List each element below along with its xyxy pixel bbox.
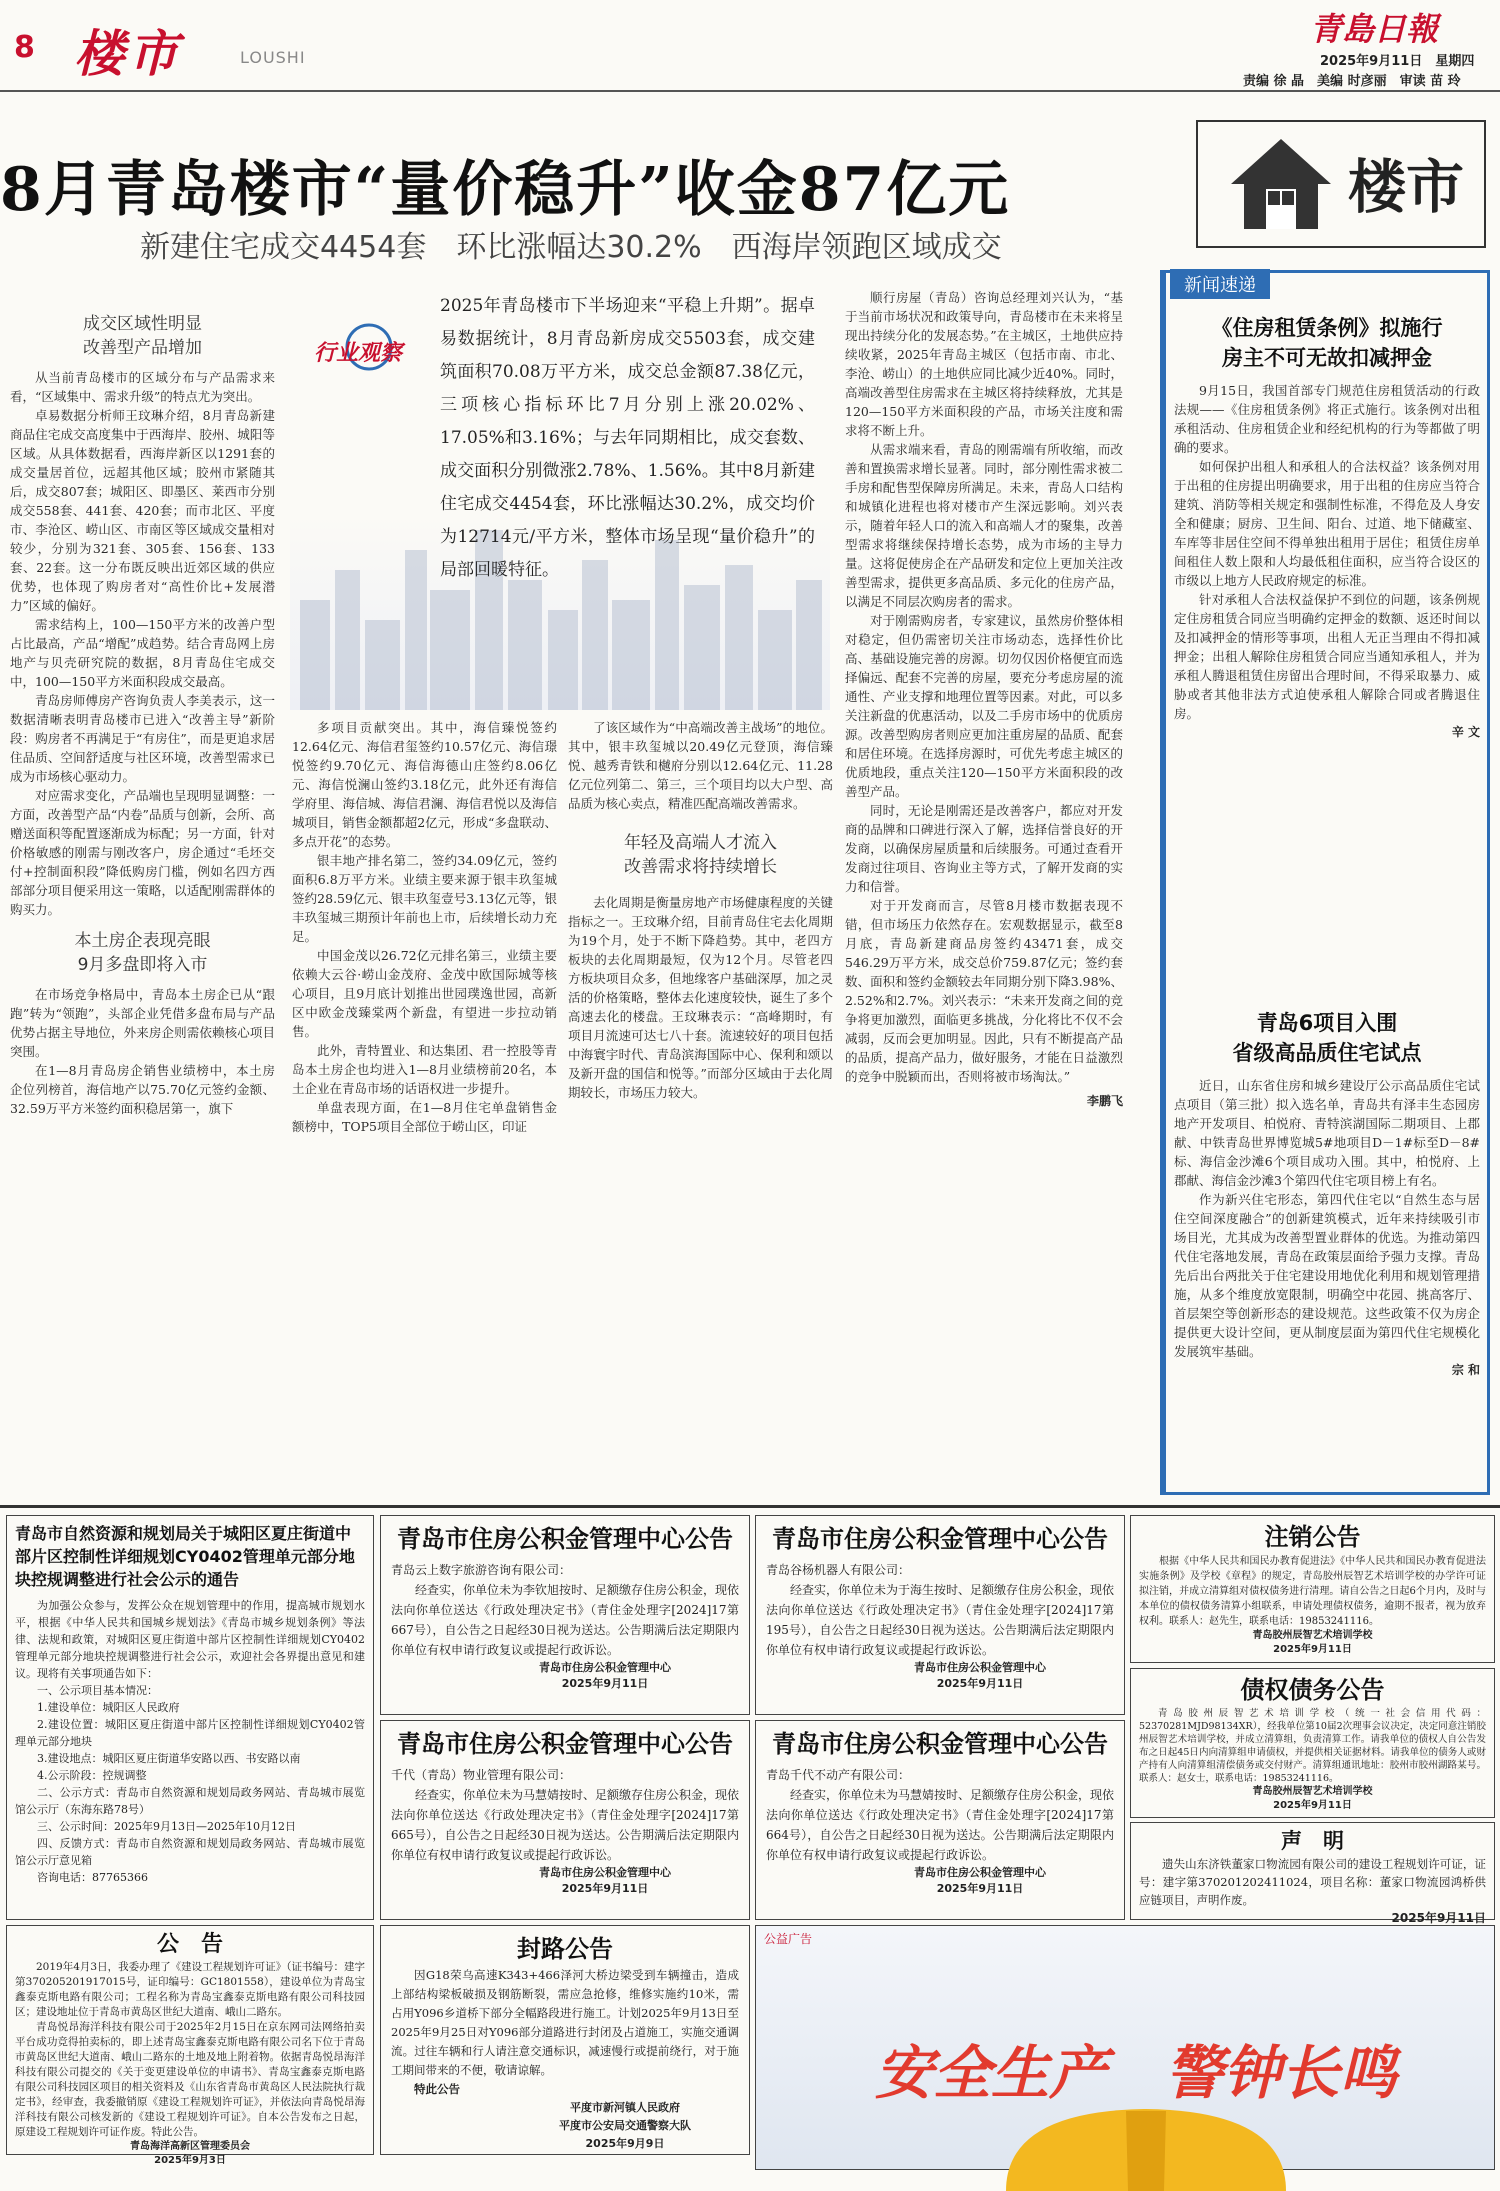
fund-notice-3 (380, 1720, 750, 1920)
statement-notice-body: 遗失山东济铁董家口物流园有限公司的建设工程规划许可证，证号：建字第370201202411024，项目名称：董家口物流园鸿桥供应链项目，声明作废。 (1139, 1857, 1486, 1907)
news1-paragraph: 如何保护出租人和承租人的合法权益？该条例对用于出租的住房提出明确要求，用于出租的住房应当符合建筑、消防等相关规定和强制性标准，不得危及人身安全和健康；厨房、卫生间、阳台、过道、地下储藏室、车库等非居住空间不得单独出租用于居住；租赁住房单间租住人数上限和人均最低租住面积，应当符合设区的市级以上地方人民政府规定的标准。 (1174, 459, 1480, 588)
article-author: 李鹏飞 (1086, 1094, 1123, 1108)
fund-notice-org: 青岛千代不动产有限公司： (766, 1768, 911, 1782)
road-closure-signature: 平度市新河镇人民政府 平度市公安局交通警察大队 2025年9月9日 (559, 2101, 691, 2150)
subheadline: 新建住宅成交4454套 环比涨幅达30.2% 西海岸领跑区域成交 (140, 230, 1002, 265)
road-closure-special: 特此公告 (414, 2082, 460, 2096)
fund-notice-body: 经查实，你单位未为马慧婧按时、足额缴存住房公积金，现依法向你单位送达《行政处理决定书》（青住金处理字[2024]17第664号），自公告之日起经30日视为送达。公告期满后法定期限内你单位有权申请行政复议或提起行政诉讼。 (766, 1788, 1115, 1862)
statement-notice-date: 2025年9月11日 (1391, 1911, 1486, 1925)
subhead-2: 本土房企表现亮眼 9月多盘即将入市 (74, 931, 211, 975)
news-flash-panel (1160, 270, 1490, 1495)
fund-notice-signature: 青岛市住房公积金管理中心 2025年9月11日 (914, 1866, 1046, 1895)
fund-notice-title: 青岛市住房公积金管理中心公告 (772, 1525, 1108, 1553)
section-badge-label: 楼市 (1348, 153, 1465, 221)
planning-notice-paragraph: 为加强公众参与，发挥公众在规划管理中的作用，提高城市规划水平，根据《中华人民共和国城乡规划法》《青岛市城乡规划条例》等法律、法规和政策，对城阳区夏庄街道中部片区控制性详细规划CY0402管理单元部分地块控规调整进行社会公示，欢迎社会各界提出意见和建议。现将有关事项通告如下： (15, 1599, 365, 1680)
house-icon (1226, 134, 1336, 234)
planning-notice-paragraph: 二、公示方式：青岛市自然资源和规划局政务网站、青岛城市展览馆公示厅（东海东路78号） (15, 1786, 365, 1816)
news1-title: 《住房租赁条例》拟施行 房主不可无故扣减押金 (1211, 316, 1443, 370)
announcement-signature: 青岛海洋高新区管理委员会 2025年9月3日 (130, 2141, 250, 2166)
announcement-notice (6, 1925, 374, 2166)
article-column-3 (568, 718, 833, 1495)
fund-notice-signature: 青岛市住房公积金管理中心 2025年9月11日 (914, 1661, 1046, 1690)
cancel-notice-body: 根据《中华人民共和国民办教育促进法》《中华人民共和国民办教育促进法实施条例》及学校《章程》的规定，青岛胶州辰智艺术培训学校的办学许可证拟注销，并成立清算组对债权债务进行清理。请自公告之日起6个月内，及时与本单位的债权债务清算小组联系，申请处理债权债务，逾期不报者，视为放弃权利。联系人：赵先生，联系电话：19853241116。 (1139, 1556, 1486, 1627)
planning-notice-paragraph: 咨询电话：87765366 (37, 1871, 148, 1884)
col3-paragraph: 了该区域作为“中高端改善主战场”的地位。其中，银丰玖玺城以20.49亿元登顶，海信臻悦、越秀青铁和樾府分别以12.64亿元、11.28亿元位列第二、第三，三个项目均以大户型、高品质为核心卖点，精准匹配高端改善需求。 (568, 720, 833, 811)
planning-notice-paragraph: 三、公示时间：2025年9月13日—2025年10月12日 (37, 1820, 296, 1833)
col1-paragraph: 卓易数据分析师王玟琳介绍，8月青岛新建商品住宅成交高度集中于西海岸、胶州、城阳等区域。从具体数据看，西海岸新区以1291套的成交量居首位，远超其他区域；胶州市紧随其后，成交807套；城阳区、即墨区、莱西市分别成交558套、441套、420套；而市北区、平度市、李沧区、崂山区、市南区等区域成交量相对较少，分别为321套、305套、156套、133套、22套。这一分布既反映出近郊区域的供应优势，也体现了购房者对“高性价比+发展潜力”区域的偏好。 (10, 408, 275, 613)
subhead-1: 成交区域性明显 改善型产品增加 (83, 314, 202, 358)
section-pinyin: LOUSHI (240, 48, 306, 67)
road-closure-title: 封路公告 (517, 1935, 613, 1963)
cancel-notice (1130, 1515, 1495, 1663)
editor-credits: 责编 徐 晶 美编 时彦丽 审读 苗 玲 (1243, 74, 1461, 89)
debt-notice-body: 青岛胶州辰智艺术培训学校（统一社会信用代码：52370281MJD98134XR），经我单位第10届2次理事会议决定，决定同意注销胶州辰智艺术培训学校，并成立清算组，负责清算工作。请我单位的债权人自公告发布之日起45日内向清算组申请债权，并提供相关证据材料。请我单位的债务人或财产持有人向清算组清偿债务或交付财产。清算组通讯地址：胶州市胶州湖路某号。联系人：赵女士，联系电话：19853241116。 (1139, 1708, 1486, 1784)
headline: 8月青岛楼市“量价稳升”收金87亿元 (0, 155, 1011, 225)
lead-label: 行业观察 (314, 330, 424, 370)
col2-paragraph: 多项目贡献突出。其中，海信臻悦签约12.64亿元、海信君玺签约10.57亿元、海信璟悦签约9.70亿元、海信海德山庄签约8.06亿元、海信悦澜山签约3.18亿元，此外还有海信学府里、海信城、海信君澜、海信君悦以及海信城项目，销售金额都超2亿元，形成“多盘联动、多点开花”的态势。 (292, 720, 557, 849)
news2-paragraph: 作为新兴住宅形态，第四代住宅以“自然生态与居住空间深度融合”的创新建筑模式，近年来持续吸引市场目光，尤其成为改善型置业群体的优选。为推动第四代住宅落地发展，青岛在政策层面给予强力支撑。青岛先后出台两批关于住宅建设用地优化利用和规划管理措施，从多个维度放宽限制，明确空中花园、挑高客厅、首层架空等创新形态的建设规范。这些政策不仅为房企提供更大设计空间，更从制度层面为第四代住宅规模化发展筑牢基础。 (1174, 1192, 1480, 1359)
planning-notice-paragraph: 3.建设地点：城阳区夏庄街道华安路以西、书安路以南 (37, 1752, 301, 1765)
cancel-notice-title: 注销公告 (1264, 1523, 1361, 1551)
news1-author: 辛 文 (1451, 725, 1480, 739)
masthead: 青島日報 (1310, 10, 1439, 48)
col1-paragraph: 对应需求变化，产品端也呈现明显调整：一方面，改善型产品“内卷”品质与创新，会所、高赠送面积等配置逐渐成为标配；另一方面，针对价格敏感的刚需与刚改客户，房企通过“毛坯交付+控制面积段”降低购房门槛，例如名四方西部部分项目便采用这一策略，以适配刚需群体的购买力。 (10, 788, 275, 917)
news-flash-tag: 新闻速递 (1170, 269, 1270, 299)
news2-author: 宗 和 (1451, 1363, 1480, 1377)
news1 (1174, 313, 1480, 741)
col2-paragraph: 单盘表现方面，在1—8月住宅单盘销售金额榜中，TOP5项目全部位于崂山区，印证 (292, 1100, 557, 1134)
cancel-notice-signature: 青岛胶州辰智艺术培训学校 2025年9月11日 (1252, 1630, 1373, 1655)
fund-notice-org: 千代（青岛）物业管理有限公司： (391, 1768, 572, 1782)
col1-paragraph: 在1—8月青岛房企销售业绩榜中，本土房企位列榜首，海信地产以75.70亿元签约金额、32.59万平方米签约面积稳居第一，旗下 (10, 1063, 275, 1116)
fund-notice-body: 经查实，你单位未为马慧婧按时、足额缴存住房公积金，现依法向你单位送达《行政处理决定书》（青住金处理字[2024]17第665号），自公告之日起经30日视为送达。公告期满后法定期限内你单位有权申请行政复议或提起行政诉讼。 (391, 1788, 740, 1862)
planning-notice-title: 青岛市自然资源和规划局关于城阳区夏庄街道中部片区控制性详细规划CY0402管理单元部分地块控规调整进行社会公示的通告 (15, 1524, 355, 1589)
col3-paragraph: 去化周期是衡量房地产市场健康程度的关键指标之一。王玟琳介绍，目前青岛住宅去化周期为19个月，处于不断下降趋势。其中，老四方板块的去化周期最短，仅为12个月。尽管老四方板块项目众多，但地缘客户基础深厚，加之灵活的价格策略，整体去化速度较快，诞生了多个高速去化的楼盘。王玟琳表示：“高峰期时，有项目月流速可达七八十套。流速较好的项目包括中海寰宇时代、青岛滨海国际中心、保利和颂以及新开盘的国信和悦等。”而部分区域由于去化周期较长，市场压力较大。 (568, 895, 833, 1100)
planning-notice-paragraph: 一、公示项目基本情况： (37, 1684, 158, 1697)
planning-notice (6, 1515, 374, 1920)
fund-notice-signature: 青岛市住房公积金管理中心 2025年9月11日 (539, 1866, 671, 1895)
article-column-2 (292, 718, 557, 1495)
col1-paragraph: 从当前青岛楼市的区域分布与产品需求来看，“区域集中、需求升级”的特点尤为突出。 (10, 370, 275, 404)
psa-label: 公益广告 (764, 1932, 813, 1946)
col1-paragraph: 需求结构上，100—150平方米的改善户型占比最高，产品“增配”成趋势。结合青岛网上房地产与贝壳研究院的数据，8月青岛住宅成交中，100—150平方米面积段成交最高。 (10, 617, 275, 689)
col1-paragraph: 在市场竞争格局中，青岛本土房企已从“跟跑”转为“领跑”，头部企业凭借多盘布局与产品优势占据主导地位，外来房企则需依赖核心项目突围。 (10, 987, 275, 1059)
planning-notice-paragraph: 四、反馈方式：青岛市自然资源和规划局政务网站、青岛城市展览馆公示厅意见箱 (15, 1837, 365, 1867)
debt-notice (1130, 1668, 1495, 1818)
planning-notice-paragraph: 4.公示阶段：控规调整 (37, 1769, 147, 1782)
section-divider (0, 1505, 1500, 1508)
statement-notice (1130, 1822, 1495, 1925)
section-title: 楼市 (74, 24, 182, 83)
lead-box (290, 280, 830, 710)
issue-date: 2025年9月11日 星期四 (1320, 54, 1475, 69)
article-column-1 (10, 300, 275, 1495)
road-closure-body: 因G18荣乌高速K343+466泽河大桥边梁受到车辆撞击，造成上部结构梁板破损及钢筋断裂，需应急抢修，维修实施约10米，需占用Y096乡道桥下部分全幅路段进行施工。计划2025年9月13日至2025年9月25日对Y096部分道路进行封闭及占道施工，实施交通调流。过往车辆和行人请注意交通标识，减速慢行或提前绕行，对于施工期间带来的不便，敬请谅解。 (391, 1968, 739, 2077)
news2-paragraph: 近日，山东省住房和城乡建设厅公示高品质住宅试点项目（第三批）拟入选名单，青岛共有泽丰生态园房地产开发项目、柏悦府、青特滨湖国际二期项目、上郡献、中铁青岛世界博览城5#地项目D－1#标至D－8#标、海信金沙滩6个项目成功入围。其中，柏悦府、上郡献、海信金沙滩3个第四代住宅项目榜上有名。 (1174, 1078, 1480, 1188)
debt-notice-title: 债权债务公告 (1240, 1676, 1385, 1704)
col2-paragraph: 此外，青特置业、和达集团、君一控股等青岛本土房企也均进入1—8月业绩榜前20名，本土企业在青岛市场的话语权进一步提升。 (292, 1043, 557, 1096)
page-number: 8 (14, 30, 35, 65)
psa-slogan: 安全生产 警钟长鸣 (874, 2039, 1397, 2107)
statement-notice-title: 声 明 (1281, 1829, 1344, 1853)
fund-notice-body: 经查实，你单位未为李钦旭按时、足额缴存住房公积金，现依法向你单位送达《行政处理决定书》（青住金处理字[2024]17第667号），自公告之日起经30日视为送达。公告期满后法定期限内你单位有权申请行政复议或提起行政诉讼。 (391, 1583, 740, 1657)
header-rule (0, 90, 1500, 92)
debt-notice-signature: 青岛胶州辰智艺术培训学校 2025年9月11日 (1252, 1786, 1373, 1811)
fund-notice-org: 青岛谷杨机器人有限公司： (766, 1563, 911, 1577)
announcement-paragraph: 青岛悦昂海洋科技有限公司于2025年2月15日在京东网司法网络拍卖平台成功竞得拍卖标的，即上述青岛宝鑫泰克斯电路有限公司名下位于青岛市黄岛区世纪大道南、峨山二路东的土地及地上附着物。依据青岛悦昂海洋科技有限公司提交的《关于变更建设单位的申请书》、青岛宝鑫泰克斯电路有限公司科技园区项目的相关资料及《山东省青岛市黄岛区人民法院执行裁定书》，经审查，我委撤销原《建设工程规划许可证》，并依法向青岛悦昂海洋科技有限公司核发新的《建设工程规划许可证》。自本公告发布之日起，原建设工程规划许可证作废。特此公告。 (15, 2021, 365, 2138)
article-column-4 (845, 288, 1123, 1495)
psa-ad (755, 1925, 1495, 2170)
announcement-title: 公 告 (156, 1932, 223, 1957)
subhead-3: 年轻及高端人才流入 改善需求将持续增长 (624, 833, 777, 877)
fund-notice-title: 青岛市住房公积金管理中心公告 (397, 1525, 733, 1553)
fund-notice-signature: 青岛市住房公积金管理中心 2025年9月11日 (539, 1661, 671, 1690)
fund-notice-title: 青岛市住房公积金管理中心公告 (772, 1730, 1108, 1758)
planning-notice-paragraph: 2.建设位置：城阳区夏庄街道中部片区控制性详细规划CY0402管理单元部分地块 (15, 1718, 365, 1748)
section-badge (1196, 120, 1486, 248)
col2-paragraph: 银丰地产排名第二，签约34.09亿元，签约面积6.8万平方米。业绩主要来源于银丰玖玺城签约28.59亿元、银丰玖玺壹号3.13亿元等，银丰玖玺城三期预计年前也上市，后续增长动力充足。 (292, 853, 557, 944)
lost-notices (6, 2160, 750, 2172)
col4-paragraph: 顺行房屋（青岛）咨询总经理刘兴认为，“基于当前市场状况和政策导向，青岛楼市在未来将呈现出持续分化的发展态势。”在主城区，土地供应持续收紧，2025年青岛主城区（包括市南、市北、李沧、崂山）的土地供应同比减少近40%。同时，高端改善型住房需求在主城区将持续释放，尤其是120—150平方米面积段的产品，市场关注度和需求将不断上升。 (845, 290, 1123, 438)
lead-text: 2025年青岛楼市下半场迎来“平稳上升期”。据卓易数据统计，8月青岛新房成交5503套，成交建筑面积70.08万平方米，成交总金额87.38亿元，三项核心指标环比7月分别上涨20.02%、17.05%和3.16%；与去年同期相比，成交套数、成交面积分别微涨2.78%、1.56%。其中8月新建住宅成交4454套，环比涨幅达30.2%，成交均价为12714元/平方米，整体市场呈现“量价稳升”的局部回暖特征。 (440, 296, 815, 580)
news2 (1174, 1008, 1480, 1379)
fund-notice-body: 经查实，你单位未为于海生按时、足额缴存住房公积金，现依法向你单位送达《行政处理决定书》（青住金处理字[2024]17第195号），自公告之日起经30日视为送达。公告期满后法定期限内你单位有权申请行政复议或提起行政诉讼。 (766, 1583, 1115, 1657)
col4-paragraph: 对于开发商而言，尽管8月楼市数据表现不错，但市场压力依然存在。宏观数据显示，截至8月底，青岛新建商品房签约43471套，成交546.29万平方米，成交总价759.87亿元；签约套数、面积和签约金额较去年同期分别下降3.98%、2.52%和2.7%。刘兴表示：“未来开发商之间的竞争将更加激烈，面临更多挑战，分化将比不仅不会减弱，反而会更加明显。因此，只有不断提高产品的品质，提高产品力，做好服务，才能在日益激烈的竞争中脱颖而出，否则将被市场淘汰。” (845, 898, 1123, 1084)
news1-paragraph: 针对承租人合法权益保护不到位的问题，该条例规定住房租赁合同应当明确约定押金的数额、返还时间以及扣减押金的情形等事项，出租人无正当理由不得扣减押金；出租人解除住房租赁合同应当通知承租人，并为承租人腾退租赁住房留出合理时间，不得采取暴力、威胁或者其他非法方式迫使承租人解除合同或者腾退住房。 (1174, 592, 1480, 721)
col4-paragraph: 对于刚需购房者，专家建议，虽然房价整体相对稳定，但仍需密切关注市场动态，选择性价比高、基础设施完善的房源。切勿仅因价格便宜而选择偏远、配套不完善的房屋，要充分考虑房屋的流通性、产业支撑和地理位置等因素。对此，可以多关注新盘的优惠活动，以及二手房市场中的优质房源。改善型购房者则应更加注重房屋的品质、配套和居住环境。在选择房源时，可优先考虑主城区的优质地段，重点关注120—150平方米面积段的改善型产品。 (845, 613, 1123, 799)
fund-notice-title: 青岛市住房公积金管理中心公告 (397, 1730, 733, 1758)
col4-paragraph: 同时，无论是刚需还是改善客户，都应对开发商的品牌和口碑进行深入了解，选择信誉良好的开发商，以确保房屋质量和后续服务。可通过查看开发商过往项目、咨询业主等方式，了解开发商的实力和信誉。 (845, 803, 1123, 894)
hardhat-icon (986, 2101, 1306, 2191)
announcement-paragraph: 2019年4月3日，我委办理了《建设工程规划许可证》（证书编号：建字第370205201917015号，证印编号：GC1801558），建设单位为青岛宝鑫泰克斯电路有限公司；工程名称为青岛宝鑫泰克斯电路有限公司科技园区；建设地址位于青岛市黄岛区世纪大道南、峨山二路东。 (15, 1961, 365, 2018)
fund-notice-4 (755, 1720, 1125, 1920)
col1-paragraph: 青岛房师傅房产咨询负责人李美表示，这一数据清晰表明青岛楼市已进入“改善主导”新阶段：购房者不再满足于“有房住”，而是更追求居住品质、空间舒适度与社区环境，改善型需求已成为市场核心驱动力。 (10, 693, 275, 784)
news1-paragraph: 9月15日，我国首部专门规范住房租赁活动的行政法规——《住房租赁条例》将正式施行。该条例对出租承租活动、住房租赁企业和经纪机构的行为等都做了明确的要求。 (1174, 383, 1480, 455)
news2-title: 青岛6项目入围 省级高品质住宅试点 (1232, 1011, 1422, 1065)
col2-paragraph: 中国金茂以26.72亿元排名第三，业绩主要依赖大云谷·崂山金茂府、金茂中欧国际城等核心项目，且9月底计划推出世园璞逸世园，高新区中欧金茂臻棠两个新盘，有望进一步拉动销售。 (292, 948, 557, 1039)
col4-paragraph: 从需求端来看，青岛的刚需端有所收缩，而改善和置换需求增长显著。同时，部分刚性需求被二手房和配售型保障房所满足。未来，青岛人口结构和城镇化进程也将对楼市产生深远影响。刘兴表示，随着年轻人口的流入和高端人才的聚集，改善型需求将继续保持增长态势，成为市场的主导力量。这将促使房企在产品研发和定位上更加关注改善型需求，提供更多高品质、多元化的住房产品，以满足不同层次购房者的需求。 (845, 442, 1123, 609)
road-closure-notice (380, 1925, 750, 2155)
fund-notice-org: 青岛云上数字旅游咨询有限公司： (391, 1563, 572, 1577)
fund-notice-2 (755, 1515, 1125, 1715)
fund-notice-1 (380, 1515, 750, 1715)
planning-notice-paragraph: 1.建设单位：城阳区人民政府 (37, 1701, 180, 1714)
